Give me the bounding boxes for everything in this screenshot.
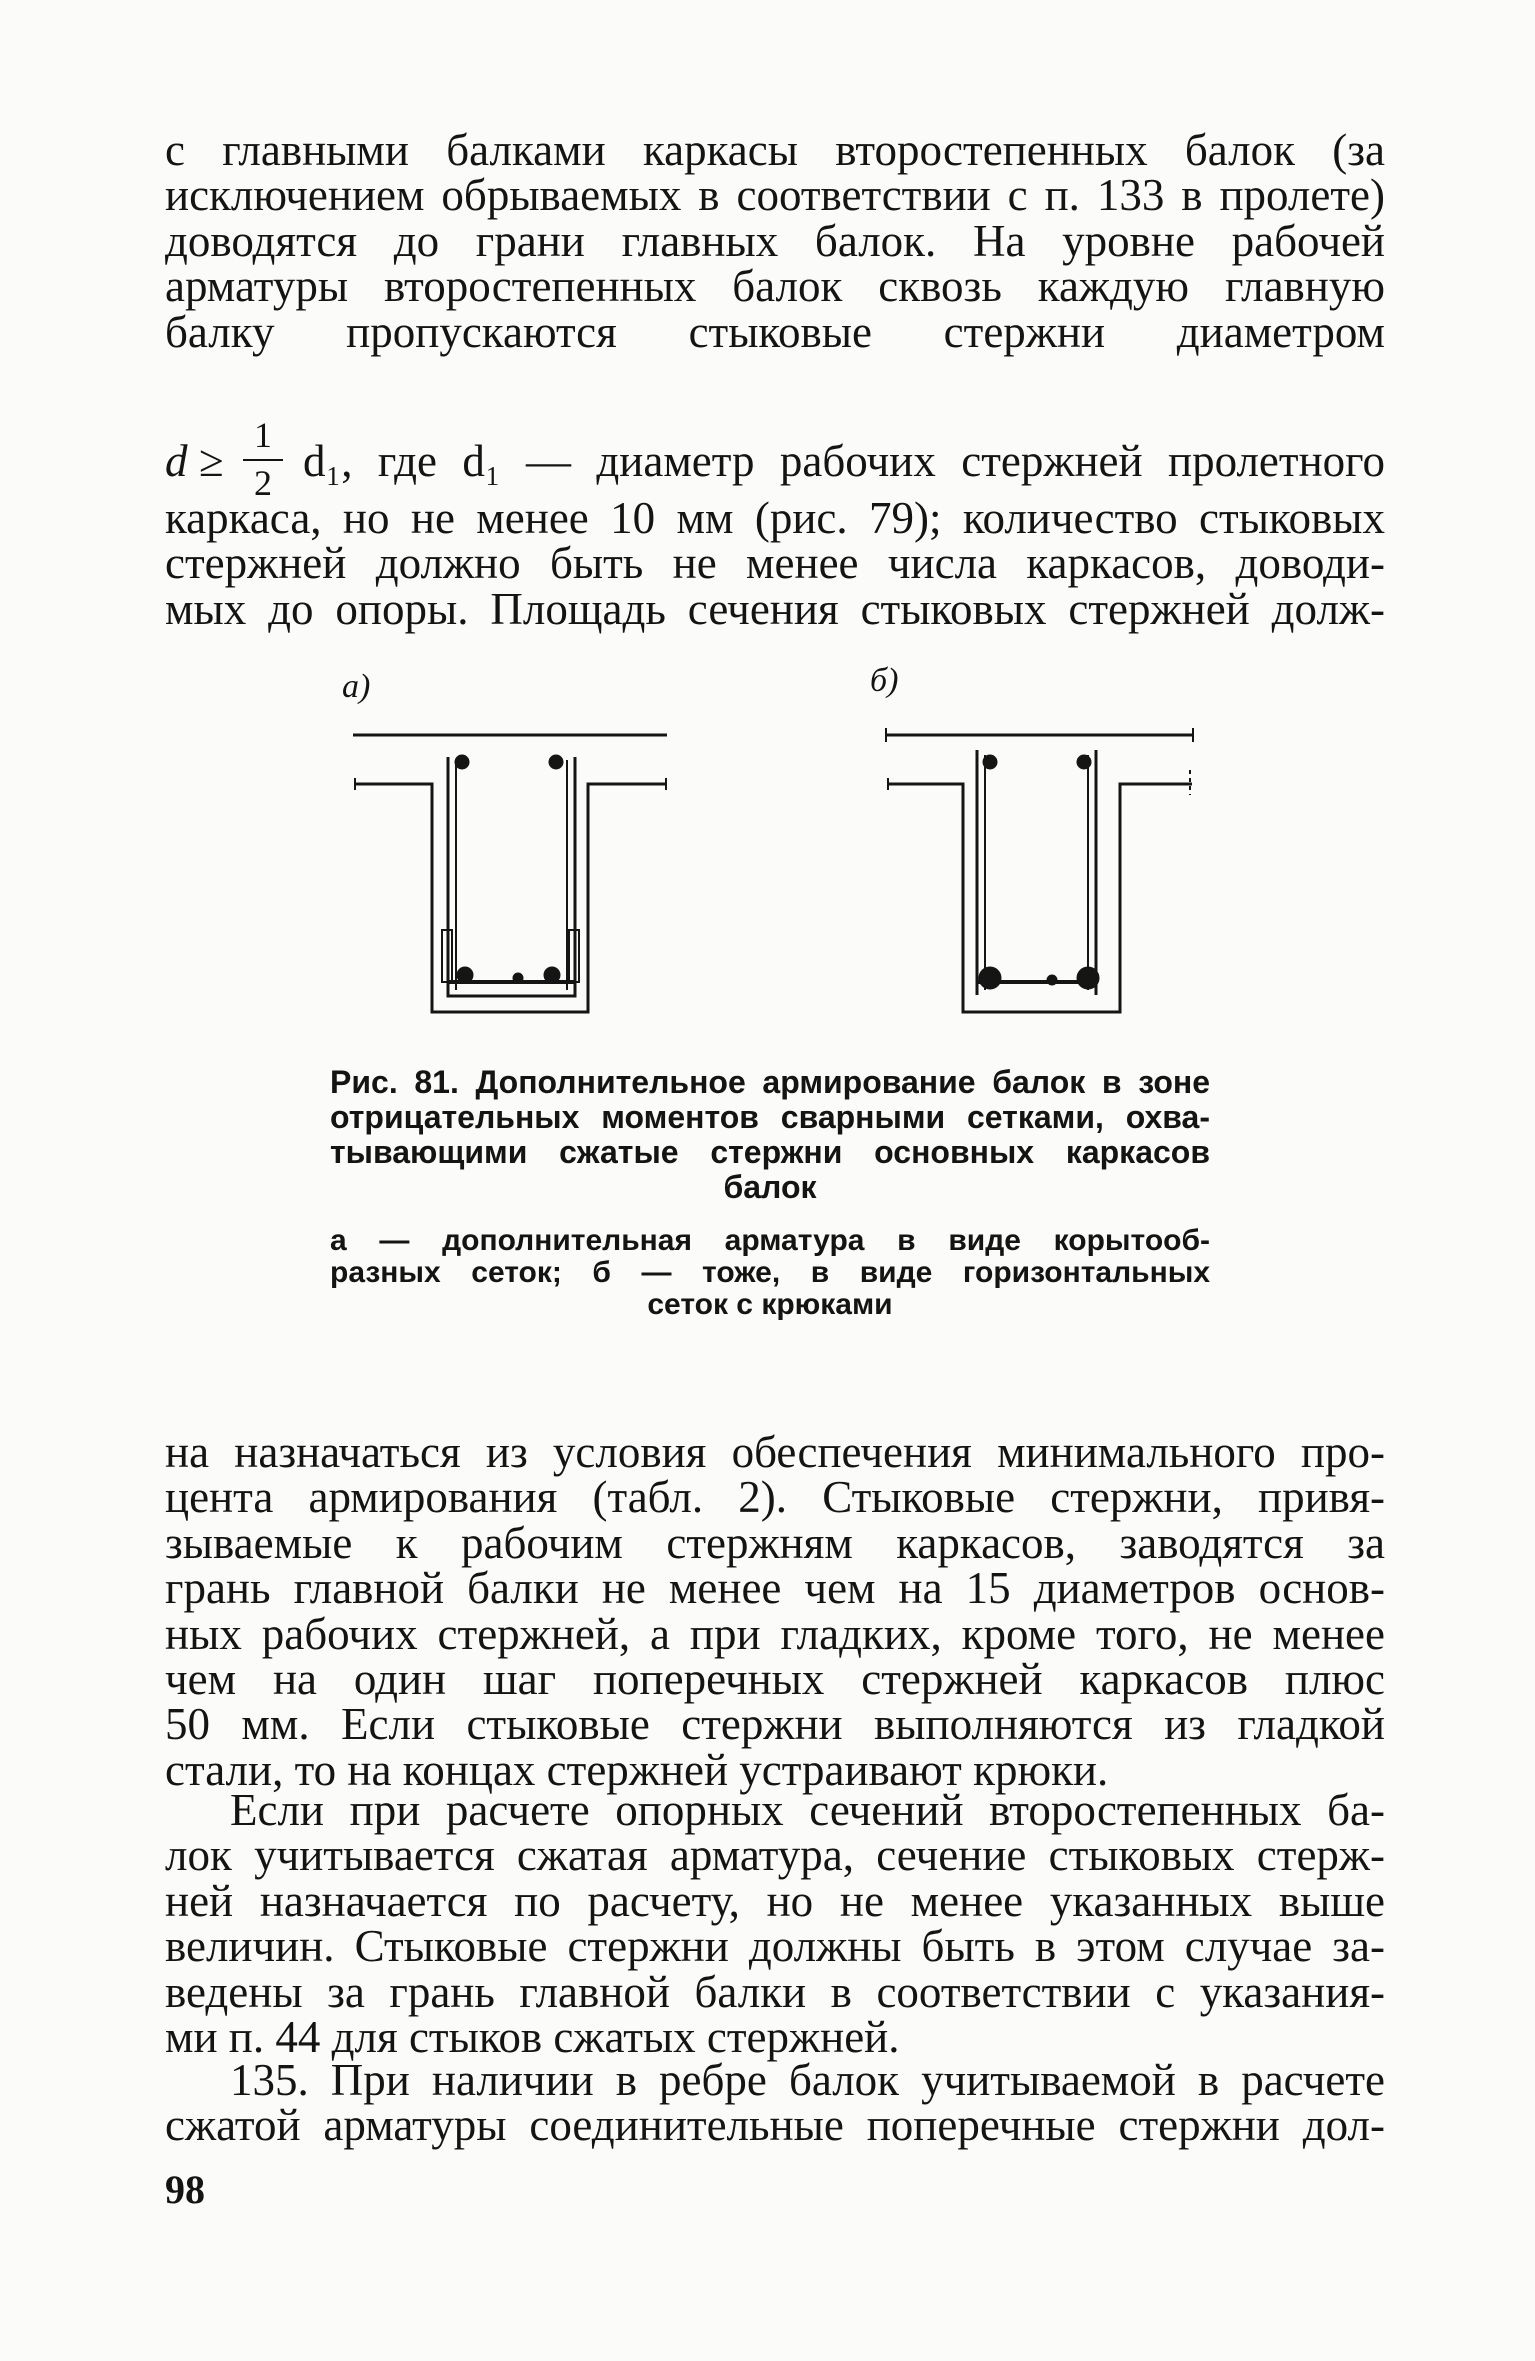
text-line: чем на один шаг поперечных стержней каркасов плюс — [165, 1654, 1385, 1705]
page-number: 98 — [165, 2167, 205, 2212]
figure-caption-title — [330, 1065, 1210, 1205]
text-line: каркаса, но не менее 10 мм (рис. 79); количество стыковых — [165, 493, 1385, 543]
text-line: арматуры второстепенных балок сквозь каждую главную — [165, 261, 1385, 312]
paragraph-2 — [165, 1427, 1385, 1795]
formula-rest: d₁, где d₁ — диаметр рабочих стержней пролетного — [303, 436, 1385, 486]
text-line: с главными балками каркасы второстепенных балок (за — [165, 125, 1385, 175]
text-line: балку пропускаются стыковые стержни диаметром — [165, 306, 1385, 357]
text-line: стали, то на концах стержней устраивают крюки. — [165, 1744, 1109, 1795]
figure-caption-note — [330, 1225, 1210, 1321]
text-line: стержней должно быть не менее числа каркасов, доводи- — [165, 538, 1385, 589]
text-line: мых до опоры. Площадь сечения стыковых стержней долж- — [165, 583, 1385, 634]
fraction-denominator: 2 — [254, 463, 272, 503]
figure-diagram — [0, 0, 1535, 1050]
text-line: ведены за грань главной балки в соответствии с указания- — [165, 1966, 1385, 2017]
beam-section-a — [353, 735, 667, 1012]
caption-line: сеток с крюками — [647, 1288, 893, 1321]
caption-line: Рис. 81. Дополнительное армирование балок в зоне — [330, 1064, 1210, 1100]
text-line: ных рабочих стержней, а при гладких, кроме того, не менее — [165, 1608, 1385, 1659]
paragraph-4 — [165, 2055, 1385, 2151]
caption-line: а — дополнительная арматура в виде корытооб- — [330, 1224, 1210, 1257]
text-line: ми п. 44 для стыков сжатых стержней. — [165, 2012, 900, 2063]
caption-line: балок — [723, 1169, 817, 1205]
text-line: 135. При наличии в ребре балок учитываемой в расчете — [230, 2055, 1385, 2105]
caption-line: тывающими сжатые стержни основных каркасов — [330, 1134, 1210, 1170]
text-line: на назначаться из условия обеспечения минимального про- — [165, 1427, 1385, 1477]
beam-section-b — [886, 728, 1193, 1012]
text-line: 50 мм. Если стыковые стержни выполняются из гладкой — [165, 1699, 1385, 1750]
formula-lhs: d ≥ — [165, 436, 224, 486]
text-line: зываемые к рабочим стержням каркасов, заводятся за — [165, 1517, 1385, 1568]
text-line: доводятся до грани главных балок. На уровне рабочей — [165, 215, 1385, 266]
text-line: сжатой арматуры соединительные поперечные стержни дол- — [165, 2100, 1385, 2151]
caption-line: разных сеток; б — тоже, в виде горизонтальных — [330, 1256, 1210, 1289]
caption-line: отрицательных моментов сварными сетками, охва- — [330, 1099, 1210, 1135]
text-line: исключением обрываемых в соответствии с п. 133 в пролете) — [165, 170, 1385, 221]
fraction-numerator: 1 — [254, 415, 272, 455]
text-line: цента армирования (табл. 2). Стыковые стержни, привя- — [165, 1472, 1385, 1523]
text-line: Если при расчете опорных сечений второстепенных ба- — [230, 1785, 1385, 1835]
text-line: лок учитывается сжатая арматура, сечение стыковых стерж- — [165, 1830, 1385, 1881]
text-line: величин. Стыковые стержни должны быть в этом случае за- — [165, 1921, 1385, 1972]
figure-label-a: а) — [342, 668, 371, 705]
paragraph-3 — [165, 1785, 1385, 2063]
figure-label-b: б) — [870, 662, 899, 699]
text-line: ней назначается по расчету, но не менее указанных выше — [165, 1875, 1385, 1926]
text-line: грань главной балки не менее чем на 15 диаметров основ- — [165, 1563, 1385, 1614]
